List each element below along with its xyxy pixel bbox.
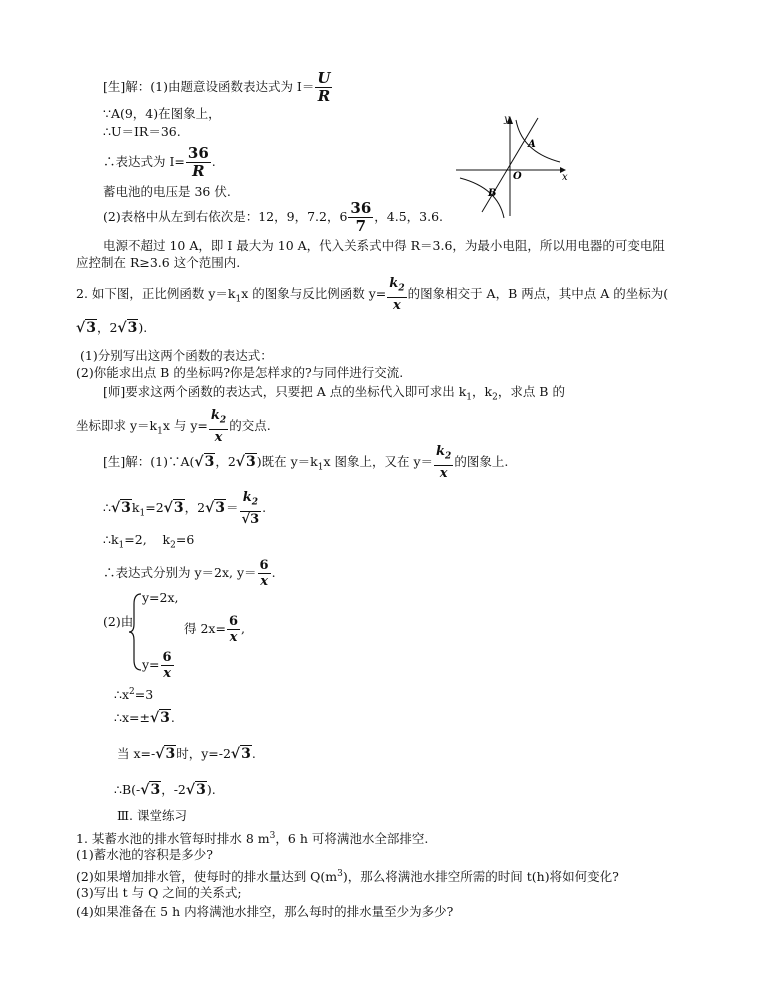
denominator: x bbox=[439, 465, 448, 481]
radicand: 3 bbox=[121, 499, 131, 516]
text: ，-2 bbox=[161, 782, 186, 797]
text: . bbox=[251, 746, 256, 761]
text: . bbox=[211, 154, 216, 169]
text: 时，y=-2 bbox=[176, 746, 231, 761]
system-eq-1: y=2x, bbox=[142, 590, 179, 605]
subscript: 1 bbox=[235, 294, 242, 305]
system-label: (2)由 bbox=[103, 614, 134, 629]
text: , bbox=[241, 621, 245, 636]
student-solution-2 bbox=[103, 490, 266, 527]
text: 2. 如下图，正比例函数 y＝k bbox=[76, 285, 236, 301]
superscript: 3 bbox=[269, 831, 276, 841]
radicand: 3 bbox=[165, 746, 176, 762]
fraction-6-over-x bbox=[161, 650, 174, 681]
sqrt: √3 bbox=[205, 499, 226, 516]
numerator: U bbox=[317, 69, 331, 87]
text: ＝ bbox=[226, 499, 239, 515]
subscript: 2 bbox=[492, 392, 498, 403]
text: ，6 h 可将满池水全部排空. bbox=[275, 831, 429, 847]
radicand: 3 bbox=[215, 499, 226, 516]
point-b-label: B bbox=[488, 188, 497, 199]
fraction-k2-over-x bbox=[209, 408, 228, 445]
fraction-k2-over-x bbox=[387, 276, 406, 313]
fraction-k2-over-sqrt3 bbox=[240, 490, 262, 527]
question-2: (2)你能求出点 B 的坐标吗?你是怎样求的?与同伴进行交流. bbox=[76, 365, 404, 380]
exercise-q3: (3)写出 t 与 Q 之间的关系式; bbox=[76, 885, 242, 900]
text: y= bbox=[142, 657, 160, 672]
text: . bbox=[271, 565, 276, 580]
text: 的图象相交于 A，B 两点，其中点 A 的坐标为( bbox=[407, 285, 669, 301]
text: (2)表格中从左到右依次是：12，9，7.2，6 bbox=[103, 209, 348, 224]
text: ∴ bbox=[103, 499, 111, 515]
teacher-line-2 bbox=[76, 408, 271, 445]
subscript: 2 bbox=[170, 540, 176, 551]
text: ). bbox=[206, 782, 216, 797]
system-result bbox=[184, 614, 245, 645]
exercise-1 bbox=[76, 828, 428, 847]
text: ，k bbox=[472, 384, 493, 399]
text: ∴B(- bbox=[114, 782, 141, 797]
text: [生]解：(1)由题意设函数表达式为 I＝ bbox=[103, 79, 315, 94]
subscript: 1 bbox=[118, 540, 125, 551]
radicand: 3 bbox=[86, 320, 96, 336]
function-graph bbox=[452, 112, 582, 222]
step-x-value bbox=[114, 710, 175, 726]
sqrt: √3 bbox=[155, 746, 176, 762]
numerator: 6 bbox=[162, 650, 172, 665]
fraction-36-over-7 bbox=[348, 200, 373, 235]
denominator: x bbox=[229, 630, 238, 645]
text: [师]要求这两个函数的表达式，只要把 A 点的坐标代入即可求出 k bbox=[103, 384, 467, 399]
problem-2-coordinate bbox=[76, 320, 147, 336]
paragraph-line-7: 电源不超过 10 A，即 I 最大为 10 A，代入关系式中得 R＝3.6，为最小电阻，所以用电器的可变电阻 bbox=[103, 238, 665, 253]
answer-line-2: ∵A(9，4)在图象上， bbox=[103, 106, 221, 121]
step-x-squared bbox=[114, 684, 153, 703]
numerator: 6 bbox=[259, 558, 269, 573]
teacher-line-1 bbox=[103, 384, 565, 406]
denominator: √3 bbox=[241, 511, 260, 527]
text: 得 2x= bbox=[184, 621, 226, 636]
text: ∴x=± bbox=[114, 710, 150, 725]
problem-2-statement bbox=[76, 276, 668, 313]
student-solution-4 bbox=[103, 558, 276, 589]
origin-label: O bbox=[513, 171, 522, 182]
sqrt: √3 bbox=[194, 453, 215, 470]
question-1: (1)分别写出这两个函数的表达式： bbox=[80, 348, 273, 363]
radicand: 3 bbox=[127, 320, 138, 336]
superscript: 3 bbox=[337, 869, 343, 879]
step-point-b bbox=[114, 782, 216, 798]
fraction-36-over-r bbox=[186, 145, 211, 180]
denominator: R bbox=[192, 162, 205, 180]
text: =3 bbox=[134, 687, 154, 703]
text: (2)如果增加排水管，使每时的排水量达到 Q(m bbox=[76, 869, 338, 885]
text: 当 x=- bbox=[117, 746, 156, 761]
text: x 图象上，又在 y＝ bbox=[323, 453, 434, 469]
student-solution-3 bbox=[103, 532, 194, 554]
radicand: 3 bbox=[196, 782, 206, 798]
denominator: R bbox=[317, 87, 331, 105]
subscript: 2 bbox=[398, 283, 405, 294]
paragraph-line-8: 应控制在 R≥3.6 这个范围内. bbox=[76, 255, 241, 270]
numerator: k bbox=[210, 408, 220, 423]
numerator: 36 bbox=[350, 199, 372, 217]
sqrt: √3 bbox=[76, 320, 96, 336]
text: ∴表达式分别为 y＝2x, y＝ bbox=[103, 565, 257, 580]
subscript: 2 bbox=[445, 451, 452, 462]
denominator: x bbox=[260, 574, 268, 589]
text: 1. 某蓄水池的排水管每时排水 8 m bbox=[76, 831, 270, 847]
subscript: 2 bbox=[219, 415, 227, 426]
radicand: 3 bbox=[150, 782, 161, 798]
text: ∴表达式为 I= bbox=[103, 154, 185, 169]
text: =2 bbox=[145, 499, 164, 515]
text: )既在 y＝k bbox=[256, 453, 318, 469]
text: =2, k bbox=[124, 532, 171, 547]
text: 的图象上. bbox=[454, 453, 509, 469]
exercise-q1: (1)蓄水池的容积是多少? bbox=[76, 847, 213, 862]
fraction-6-over-x bbox=[258, 558, 271, 589]
superscript: 2 bbox=[129, 687, 135, 697]
hyperbola-branch-1 bbox=[516, 120, 560, 162]
sqrt: √3 bbox=[110, 499, 131, 516]
text: x 的图象与反比例函数 y= bbox=[241, 285, 387, 301]
subscript: 2 bbox=[251, 497, 258, 508]
fraction-6-over-x bbox=[227, 614, 240, 645]
exercise-q4: (4)如果准备在 5 h 内将满池水排空，那么每时的排水量至少为多少? bbox=[76, 904, 454, 919]
subscript: 1 bbox=[139, 508, 146, 519]
answer-line-6 bbox=[103, 200, 443, 235]
denominator: x bbox=[163, 666, 171, 681]
section-heading: Ⅲ. 课堂练习 bbox=[117, 808, 188, 823]
radicand: 3 bbox=[204, 453, 215, 470]
sqrt: √3 bbox=[185, 782, 206, 798]
step-when-x bbox=[117, 746, 256, 762]
fraction-k2-over-x bbox=[434, 444, 453, 481]
subscript: 1 bbox=[317, 462, 324, 473]
text: ，2 bbox=[96, 320, 118, 335]
exercise-q2 bbox=[76, 866, 619, 885]
sqrt: √3 bbox=[140, 782, 161, 798]
text: k bbox=[131, 499, 140, 515]
text: )，那么将满池水排空所需的时间 t(h)将如何变化? bbox=[342, 869, 619, 885]
text: ∴k bbox=[103, 532, 119, 547]
radicand: 3 bbox=[245, 453, 256, 470]
student-solution-1 bbox=[103, 444, 508, 481]
text: ∴x bbox=[114, 687, 130, 703]
denominator: x bbox=[393, 297, 401, 313]
sqrt: √3 bbox=[117, 320, 138, 336]
text: . bbox=[262, 499, 267, 515]
text: ，2 bbox=[215, 453, 236, 469]
numerator: k bbox=[436, 444, 446, 459]
x-axis-label: x bbox=[562, 172, 568, 183]
fraction-u-over-r bbox=[315, 70, 332, 105]
sqrt: √3 bbox=[230, 746, 251, 762]
text: ，2 bbox=[184, 499, 206, 515]
answer-line-1 bbox=[103, 70, 333, 105]
numerator: k bbox=[242, 490, 252, 505]
sqrt: √3 bbox=[163, 499, 184, 516]
text: ). bbox=[138, 320, 148, 335]
radicand: 3 bbox=[160, 710, 170, 726]
text: 的交点. bbox=[229, 417, 271, 433]
radicand: 3 bbox=[250, 511, 260, 527]
y-axis-label: y bbox=[504, 114, 510, 125]
left-brace-icon bbox=[127, 592, 143, 672]
radicand: 3 bbox=[241, 746, 251, 762]
numerator: 6 bbox=[228, 614, 238, 629]
answer-line-3: ∴U＝IR＝36. bbox=[103, 124, 181, 139]
text: 坐标即求 y＝k bbox=[76, 417, 158, 433]
answer-line-4 bbox=[103, 145, 216, 180]
numerator: k bbox=[389, 276, 399, 291]
denominator: x bbox=[214, 429, 223, 445]
text: [生]解：(1)∵A( bbox=[103, 453, 195, 469]
subscript: 1 bbox=[157, 426, 163, 437]
point-a-label: A bbox=[528, 139, 536, 150]
radicand: 3 bbox=[173, 499, 184, 516]
text: ，4.5，3.6. bbox=[374, 209, 444, 224]
system-eq-2 bbox=[142, 650, 175, 681]
text: x 与 y= bbox=[162, 417, 208, 433]
sqrt: √3 bbox=[235, 453, 256, 470]
text: ，求点 B 的 bbox=[497, 384, 565, 399]
answer-line-5: 蓄电池的电压是 36 伏. bbox=[103, 184, 231, 199]
text: =6 bbox=[175, 532, 195, 547]
sqrt: √3 bbox=[149, 710, 170, 726]
subscript: 1 bbox=[466, 392, 473, 403]
denominator: 7 bbox=[355, 217, 367, 235]
numerator: 36 bbox=[187, 144, 209, 162]
text: . bbox=[170, 710, 175, 725]
